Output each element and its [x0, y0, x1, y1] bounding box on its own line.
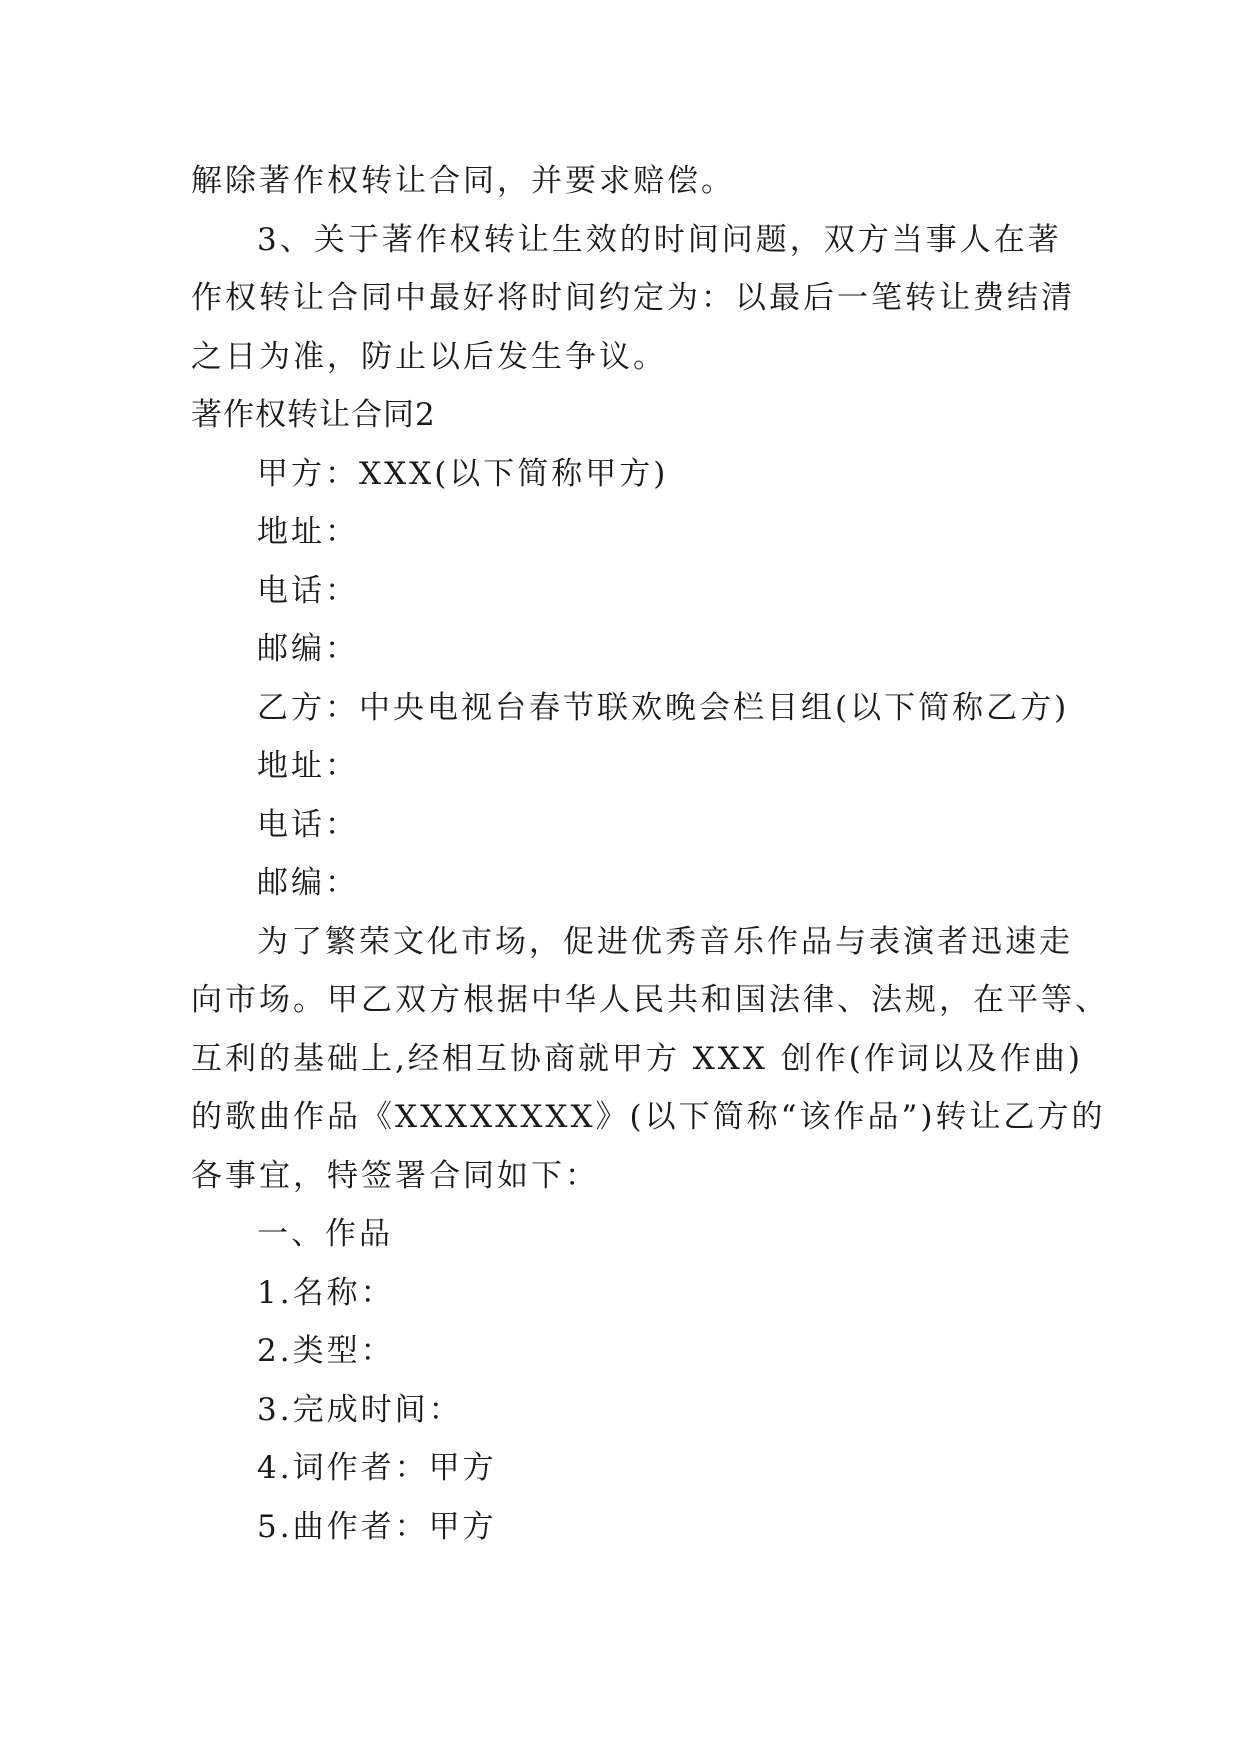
- party-b-line: 乙方：中央电视台春节联欢晚会栏目组(以下简称乙方): [257, 689, 1070, 726]
- party-b-phone: 电话：: [257, 806, 359, 843]
- paragraph-line: 为了繁荣文化市场，促进优秀音乐作品与表演者迅速走: [257, 923, 1073, 960]
- party-a-postcode: 邮编：: [257, 631, 359, 667]
- clause-item: 1.名称：: [257, 1274, 395, 1311]
- clause-heading: 一、作品: [257, 1216, 393, 1252]
- paragraph-line: 3、关于著作权转让生效的时间问题，双方当事人在著: [257, 221, 1062, 258]
- paragraph-line: 的歌曲作品《XXXXXXXX》(以下简称“该作品”)转让乙方的: [191, 1099, 1106, 1135]
- paragraph-line: 解除著作权转让合同，并要求赔偿。: [191, 163, 735, 199]
- clause-item: 2.类型：: [257, 1333, 395, 1369]
- paragraph-line: 各事宜，特签署合同如下：: [191, 1157, 599, 1194]
- paragraph-line: 作权转让合同中最好将时间约定为：以最后一笔转让费结清: [191, 280, 1075, 316]
- party-b-address: 地址：: [257, 748, 359, 784]
- paragraph-line: 之日为准，防止以后发生争议。: [191, 338, 667, 375]
- party-a-line: 甲方：XXX(以下简称甲方): [257, 455, 669, 492]
- clause-item: 5.曲作者：甲方: [257, 1508, 497, 1545]
- party-a-phone: 电话：: [257, 572, 359, 609]
- clause-item: 3.完成时间：: [257, 1391, 463, 1428]
- document-body: [191, 152, 1109, 1556]
- clause-item: 4.词作者：甲方: [257, 1450, 497, 1486]
- party-b-postcode: 邮编：: [257, 865, 359, 901]
- section-title: 著作权转让合同2: [191, 397, 436, 433]
- party-a-address: 地址：: [257, 514, 359, 550]
- paragraph-line: 互利的基础上,经相互协商就甲方 XXX 创作(作词以及作曲): [191, 1040, 1083, 1077]
- paragraph-line: 向市场。甲乙双方根据中华人民共和国法律、法规，在平等、: [191, 982, 1109, 1018]
